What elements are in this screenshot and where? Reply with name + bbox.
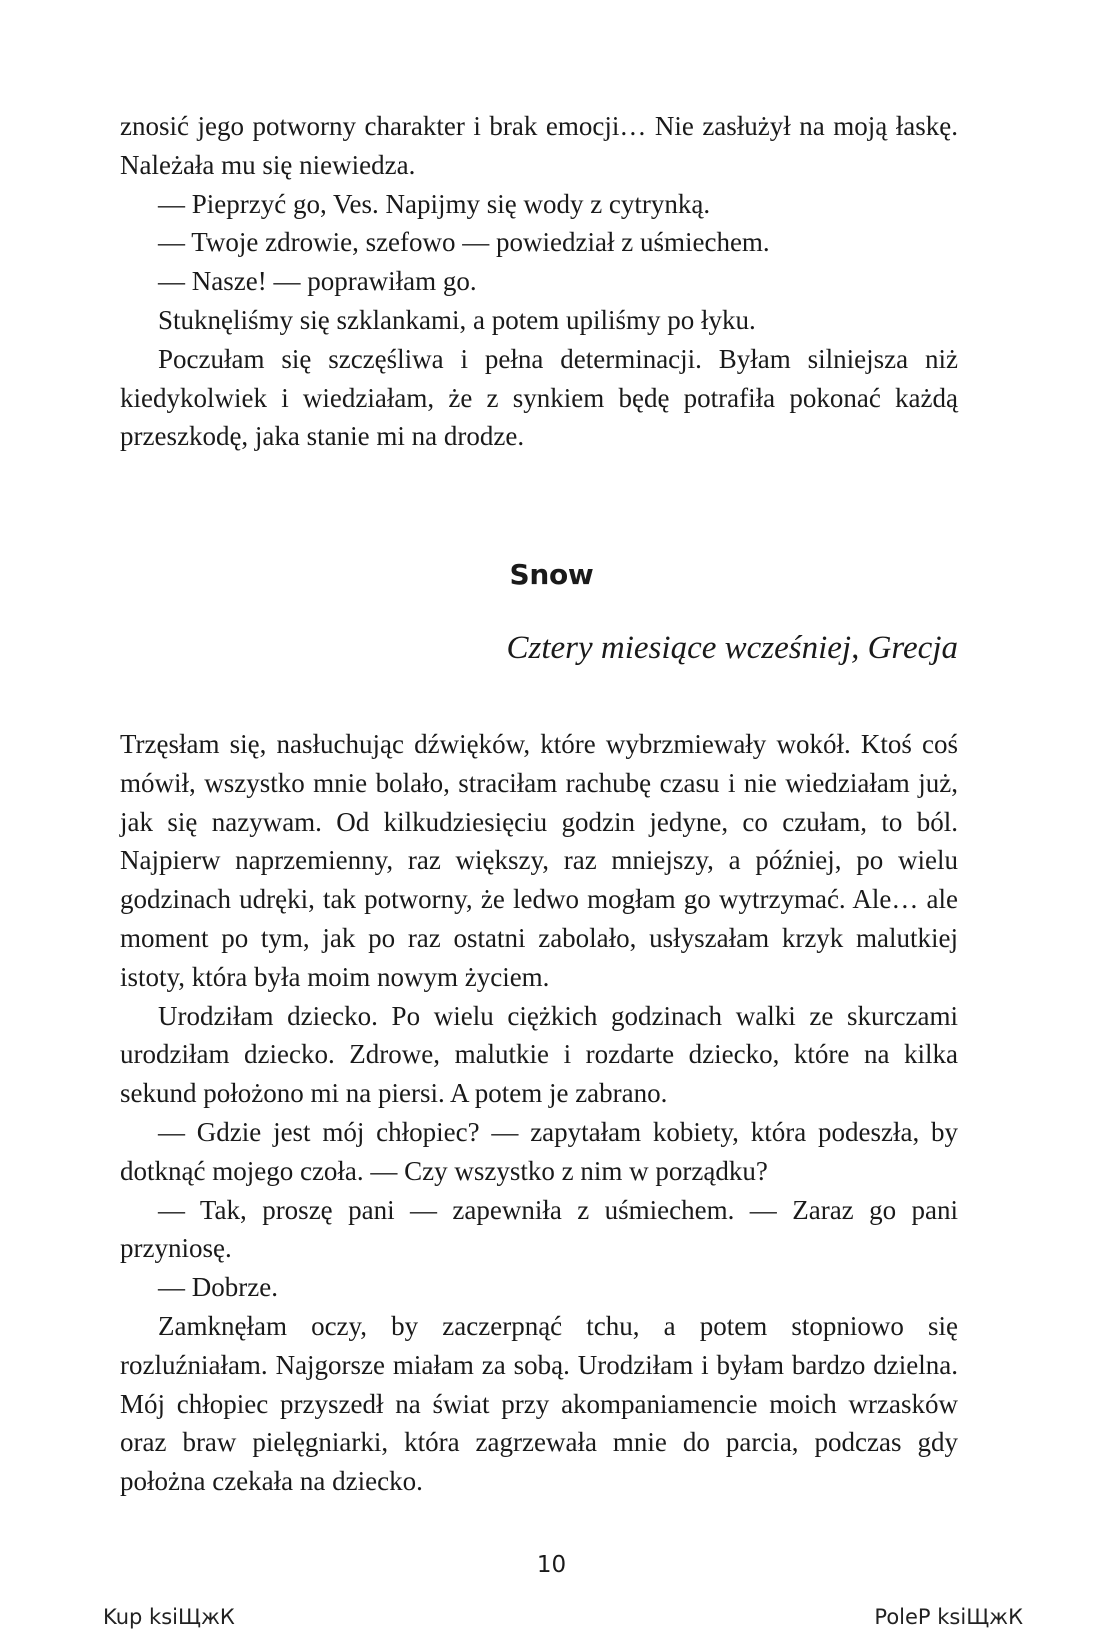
dialogue-line: — Nasze! — poprawiłam go. (158, 266, 477, 297)
paragraph: Urodziłam dziecko. Po wielu ciężkich godzinach walki ze skurczami urodziłam dziecko. Zdrowe, malutkie i rozdarte dziecko, które na kilka sekund położono mi na piersi. A potem je zabrano. (120, 1000, 958, 1109)
paragraph: Trzęsłam się, nasłuchując dźwięków, które wybrzmiewały wokół. Ktoś coś mówił, wszystko mnie bolało, straciłam rachubę czasu i nie wiedziałam już, jak się nazywam. Od kilkudziesięciu godzin jedyne, co czułam, to ból. Najpierw naprzemienny, raz większy, raz mniejszy, a później, po wielu godzinach udręki, tak potworny, że ledwo mogłam go wytrzymać. Ale… ale moment po tym, jak po raz ostatni zabolało, usłyszałam krzyk malutkiej istoty, która była moim nowym życiem. (120, 729, 958, 992)
footer-recommend-link[interactable]: PoleP ksiЩжК (874, 1605, 1023, 1629)
text-block-top (120, 107, 958, 456)
chapter-subtitle: Cztery miesiące wcześniej, Grecja (506, 630, 958, 666)
dialogue-line: — Tak, proszę pani — zapewniła z uśmiechem. — Zaraz go pani przyniosę. (120, 1194, 958, 1264)
text-block-bottom (120, 725, 958, 1501)
dialogue-line: — Gdzie jest mój chłopiec? — zapytałam kobiety, która podeszła, by dotknąć mojego czoła. — Czy wszystko z nim w porządku? (120, 1116, 958, 1186)
dialogue-line: — Twoje zdrowie, szefowo — powiedział z uśmiechem. (158, 227, 770, 258)
chapter-title: Snow (509, 558, 594, 591)
footer-buy-link[interactable]: Kup ksiЩжК (103, 1605, 235, 1629)
paragraph: znosić jego potworny charakter i brak emocji… Nie zasłużył na moją łaskę. Należała mu się niewiedza. (120, 111, 958, 180)
paragraph: Zamknęłam oczy, by zaczerpnąć tchu, a potem stopniowo się rozluźniałam. Najgorsze miałam za sobą. Urodziłam i byłam bardzo dzielna. Mój chłopiec przyszedł na świat przy akompaniamencie moich wrzasków oraz braw pielęgniarki, która zagrzewała mnie do parcia, podczas gdy położna czekała na dziecko. (120, 1310, 958, 1497)
paragraph: Stuknęliśmy się szklankami, a potem upiliśmy po łyku. (158, 304, 756, 335)
paragraph: Poczułam się szczęśliwa i pełna determinacji. Byłam silniejsza niż kiedykolwiek i wiedziałam, że z synkiem będę potrafiła pokonać każdą przeszkodę, jaka stanie mi na drodze. (120, 343, 958, 452)
dialogue-line: — Pieprzyć go, Ves. Napijmy się wody z cytrynką. (158, 188, 711, 219)
page-number: 10 (536, 1552, 567, 1578)
dialogue-line: — Dobrze. (158, 1272, 278, 1303)
